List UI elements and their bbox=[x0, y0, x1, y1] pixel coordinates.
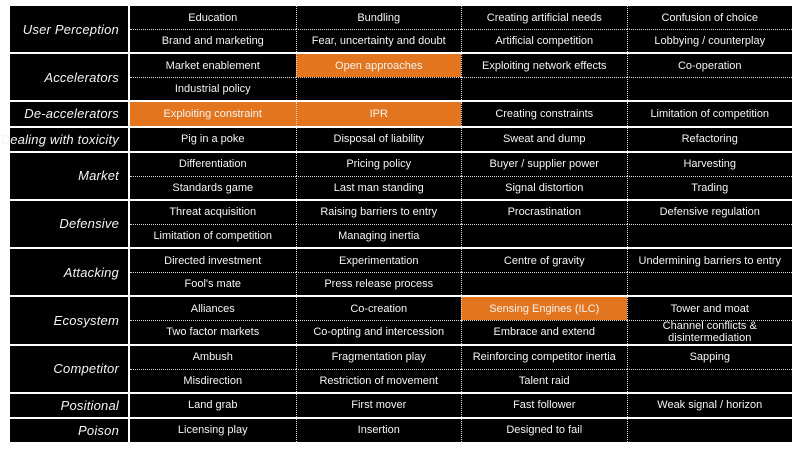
gameplay-cell: Education bbox=[130, 6, 296, 29]
gameplay-cell: Pig in a poke bbox=[130, 128, 296, 151]
gameplay-cell bbox=[296, 77, 462, 100]
gameplay-cell bbox=[461, 272, 627, 295]
gameplay-cell: Fast follower bbox=[461, 394, 627, 417]
gameplay-cell: Tower and moat bbox=[627, 297, 793, 320]
category-label: Dealing with toxicity bbox=[10, 128, 130, 151]
gameplay-cell: Embrace and extend bbox=[461, 320, 627, 343]
gameplay-cell: Limitation of competition bbox=[130, 224, 296, 247]
category-cells bbox=[130, 54, 792, 100]
gameplay-cell: Restriction of movement bbox=[296, 369, 462, 392]
category-row bbox=[10, 199, 792, 247]
gameplay-cell: Creating artificial needs bbox=[461, 6, 627, 29]
category-row bbox=[10, 344, 792, 392]
gameplay-cell: Industrial policy bbox=[130, 77, 296, 100]
gameplay-cell: Threat acquisition bbox=[130, 201, 296, 224]
category-cells bbox=[130, 102, 792, 125]
category-cells bbox=[130, 394, 792, 417]
gameplay-cell: Co-operation bbox=[627, 54, 793, 77]
gameplay-cell: Insertion bbox=[296, 419, 462, 442]
gameplay-cell: Channel conflicts & disintermediation bbox=[627, 320, 793, 343]
category-row bbox=[10, 247, 792, 295]
gameplay-cell: Bundling bbox=[296, 6, 462, 29]
gameplay-cell: Harvesting bbox=[627, 153, 793, 176]
gameplay-cell: Buyer / supplier power bbox=[461, 153, 627, 176]
gameplay-cell: Directed investment bbox=[130, 249, 296, 272]
category-cells bbox=[130, 297, 792, 343]
category-label: Defensive bbox=[10, 201, 130, 247]
gameplay-cell: Experimentation bbox=[296, 249, 462, 272]
gameplay-cell: Fragmentation play bbox=[296, 346, 462, 369]
gameplay-cell: Reinforcing competitor inertia bbox=[461, 346, 627, 369]
gameplay-matrix bbox=[0, 4, 794, 444]
category-cells bbox=[130, 6, 792, 52]
gameplay-cell bbox=[461, 224, 627, 247]
category-cells bbox=[130, 153, 792, 199]
category-label: Market bbox=[10, 153, 130, 199]
gameplay-cell: Alliances bbox=[130, 297, 296, 320]
gameplay-cell-highlighted: IPR bbox=[296, 102, 462, 125]
gameplay-cell: Misdirection bbox=[130, 369, 296, 392]
gameplay-cell: Weak signal / horizon bbox=[627, 394, 793, 417]
gameplay-cell: Lobbying / counterplay bbox=[627, 29, 793, 52]
gameplay-cell: Creating constraints bbox=[461, 102, 627, 125]
gameplay-cell: Sapping bbox=[627, 346, 793, 369]
category-cells bbox=[130, 346, 792, 392]
gameplay-cell: Procrastination bbox=[461, 201, 627, 224]
gameplay-cell: Signal distortion bbox=[461, 176, 627, 199]
gameplay-cell: Undermining barriers to entry bbox=[627, 249, 793, 272]
gameplay-cell: Pricing policy bbox=[296, 153, 462, 176]
category-row bbox=[10, 417, 792, 442]
gameplay-cell: First mover bbox=[296, 394, 462, 417]
category-label: Attacking bbox=[10, 249, 130, 295]
gameplay-cell bbox=[461, 77, 627, 100]
gameplay-cell: Confusion of choice bbox=[627, 6, 793, 29]
category-cells bbox=[130, 201, 792, 247]
category-cells bbox=[130, 128, 792, 151]
gameplay-cell: Two factor markets bbox=[130, 320, 296, 343]
gameplay-cell bbox=[627, 419, 793, 442]
gameplay-cell: Licensing play bbox=[130, 419, 296, 442]
gameplay-cell: Raising barriers to entry bbox=[296, 201, 462, 224]
gameplay-cell bbox=[627, 272, 793, 295]
gameplay-cell-highlighted: Exploiting constraint bbox=[130, 102, 296, 125]
gameplay-cell: Disposal of liability bbox=[296, 128, 462, 151]
gameplay-cell: Press release process bbox=[296, 272, 462, 295]
category-row bbox=[10, 295, 792, 343]
gameplay-cell: Trading bbox=[627, 176, 793, 199]
gameplay-cell-highlighted: Sensing Engines (ILC) bbox=[461, 297, 627, 320]
gameplay-cell: Land grab bbox=[130, 394, 296, 417]
gameplay-cell: Sweat and dump bbox=[461, 128, 627, 151]
gameplay-cell: Last man standing bbox=[296, 176, 462, 199]
gameplay-cell: Limitation of competition bbox=[627, 102, 793, 125]
gameplay-cell: Fear, uncertainty and doubt bbox=[296, 29, 462, 52]
category-label: Competitor bbox=[10, 346, 130, 392]
gameplay-cell: Exploiting network effects bbox=[461, 54, 627, 77]
category-row bbox=[10, 151, 792, 199]
gameplay-cell bbox=[627, 77, 793, 100]
gameplay-cell: Managing inertia bbox=[296, 224, 462, 247]
gameplay-cell: Differentiation bbox=[130, 153, 296, 176]
gameplay-cell: Defensive regulation bbox=[627, 201, 793, 224]
gameplay-cell: Co-creation bbox=[296, 297, 462, 320]
category-label: Ecosystem bbox=[10, 297, 130, 343]
category-cells bbox=[130, 249, 792, 295]
gameplay-cell-highlighted: Open approaches bbox=[296, 54, 462, 77]
category-label: User Perception bbox=[10, 6, 130, 52]
category-row bbox=[10, 100, 792, 125]
gameplay-cell bbox=[627, 369, 793, 392]
gameplay-cell: Ambush bbox=[130, 346, 296, 369]
gameplay-cell bbox=[627, 224, 793, 247]
category-row bbox=[10, 6, 792, 52]
gameplay-cell: Standards game bbox=[130, 176, 296, 199]
gameplay-cell: Artificial competition bbox=[461, 29, 627, 52]
gameplay-cell: Refactoring bbox=[627, 128, 793, 151]
gameplay-cell: Market enablement bbox=[130, 54, 296, 77]
gameplay-cell: Centre of gravity bbox=[461, 249, 627, 272]
category-label: Positional bbox=[10, 394, 130, 417]
category-label: Accelerators bbox=[10, 54, 130, 100]
gameplay-cell: Fool's mate bbox=[130, 272, 296, 295]
gameplay-cell: Brand and marketing bbox=[130, 29, 296, 52]
category-row bbox=[10, 52, 792, 100]
category-label: Poison bbox=[10, 419, 130, 442]
category-row bbox=[10, 392, 792, 417]
category-label: De-accelerators bbox=[10, 102, 130, 125]
category-cells bbox=[130, 419, 792, 442]
gameplay-cell: Talent raid bbox=[461, 369, 627, 392]
gameplay-cell: Co-opting and intercession bbox=[296, 320, 462, 343]
gameplay-cell: Designed to fail bbox=[461, 419, 627, 442]
category-row bbox=[0, 126, 792, 151]
